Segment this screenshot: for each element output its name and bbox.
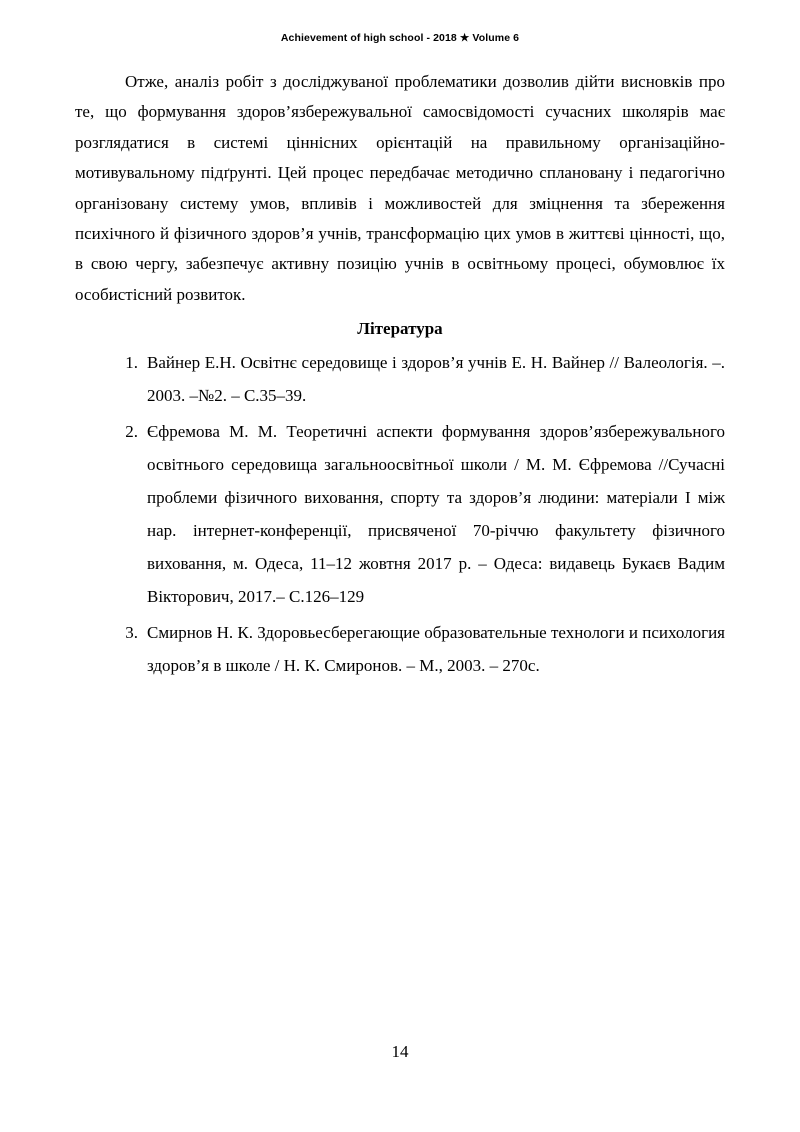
body-paragraph: Отже, аналіз робіт з досліджуваної проблематики дозволив дійти висновків про те, що формування здоров’язбережувальної самосвідомості сучасних школярів має розглядатися в системі ціннісних орієнтацій на правильному організаційно-мотивувальному підґрунті. Цей процес передбачає методично сплановану і педагогічно організовану систему умов, впливів і можливостей для зміцнення та збереження психічного й фізичного здоров’я учнів, трансформацію цих умов в життєві цінності, що, в свою чергу, забезпечує активну позицію учнів в освітньому процесі, обумовлює їх особистісний розвиток. <box>75 72 725 304</box>
references-heading: Література <box>357 319 443 339</box>
references-list <box>75 346 725 682</box>
reference-item <box>75 616 725 682</box>
reference-text: Вайнер Е.Н. Освітнє середовище і здоров’я учнів Е. Н. Вайнер // Валеологія. –. 2003. –№2. – С.35–39. <box>147 352 725 405</box>
reference-number: 1. <box>125 352 138 372</box>
reference-number: 3. <box>125 622 138 642</box>
reference-number: 2. <box>125 421 138 441</box>
reference-item <box>75 415 725 613</box>
reference-item <box>75 346 725 412</box>
reference-text: Єфремова М. М. Теоретичні аспекти формування здоров’язбережувального освітнього середовища загальноосвітньої школи / М. М. Єфремова //Сучасні проблеми фізичного виховання, спорту та здоров’я людини: матеріали I між нар. інтернет-конференції, присвяченої 70-річчю факультету фізичного виховання, м. Одеса, 11–12 жовтня 2017 р. – Одеса: видавець Букаєв Вадим Вікторович, 2017.– С.126–129 <box>147 421 725 606</box>
reference-text: Смирнов Н. К. Здоровьесберегающие образовательные технологи и психология здоров’я в школе / Н. К. Смиронов. – М., 2003. – 270с. <box>147 622 725 675</box>
page-number: 14 <box>391 1042 409 1061</box>
running-header: Achievement of high school - 2018 ★ Volume 6 <box>280 32 520 44</box>
page-content <box>75 67 725 682</box>
